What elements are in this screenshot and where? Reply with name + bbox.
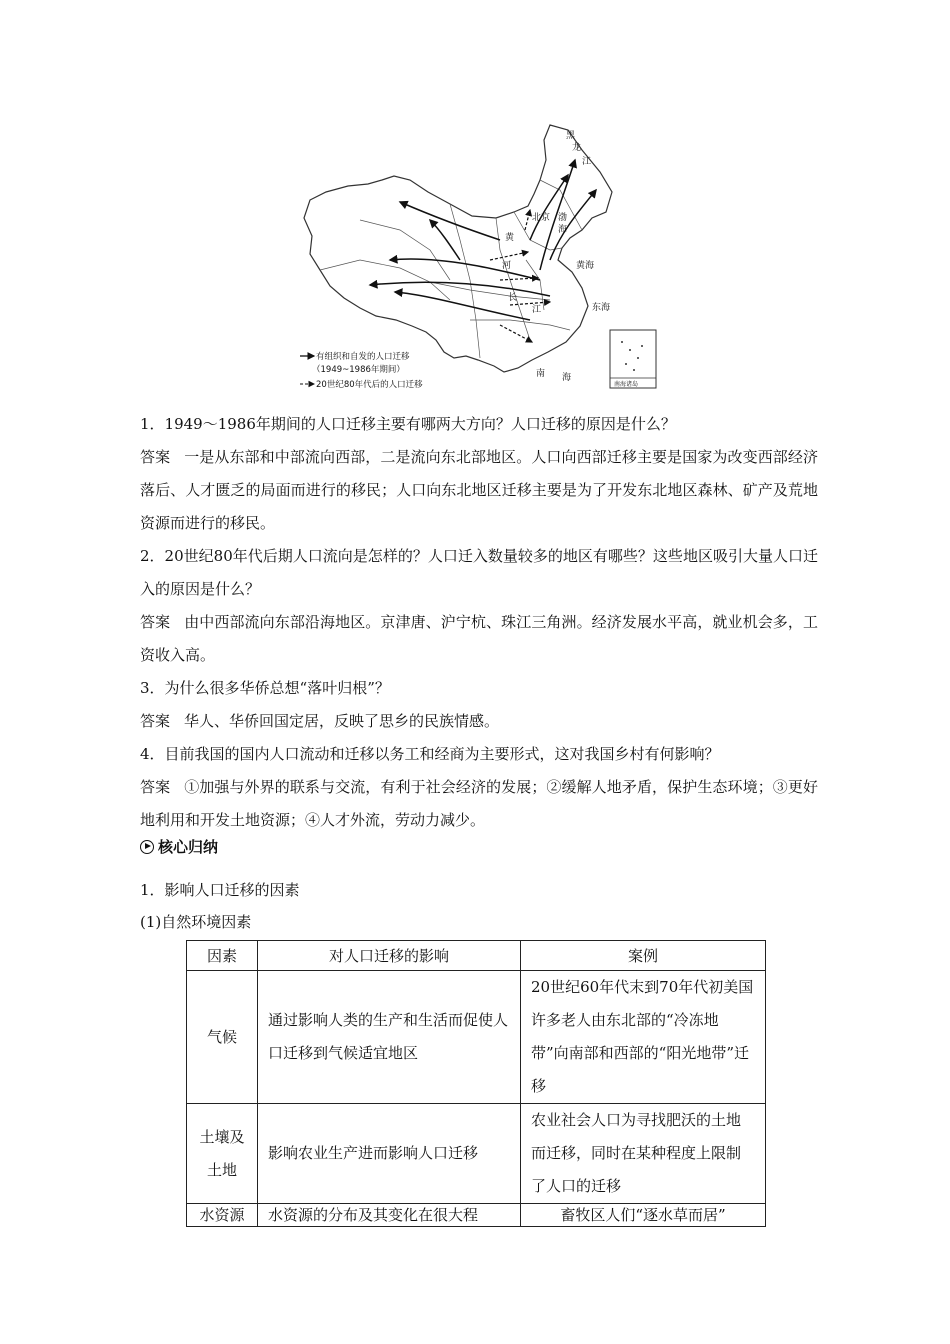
label-changjiang-2: 江 [532, 305, 542, 315]
answer-label: 答案 [140, 448, 171, 466]
answer-1 [140, 441, 818, 540]
subheading-1: 1．影响人口迁移的因素 [140, 881, 300, 899]
table-row [187, 1104, 766, 1204]
table-header: 因素 [187, 941, 258, 971]
question-4: 4．目前我国的国内人口流动和迁移以务工和经商为主要形式，这对我国乡村有何影响？ [140, 745, 720, 763]
table-cell-effect: 影响农业生产进而影响人口迁移 [258, 1104, 521, 1204]
table-cell-effect: 通过影响人类的生产和生活而促使人口迁移到气候适宜地区 [258, 971, 521, 1104]
answer-label: 答案 [140, 712, 171, 730]
play-circle-icon [140, 840, 154, 854]
china-outline [304, 125, 612, 372]
label-changjiang-1: 长 [508, 293, 518, 303]
arrow-dashed [500, 325, 532, 342]
answer-3 [140, 705, 818, 738]
answer-text: 由中西部流向东部沿海地区。京津唐、沪宁杭、珠江三角洲。经济发展水平高，就业机会多，工资收入高。 [140, 613, 818, 664]
label-heilongjiang-2: 龙 [572, 143, 582, 153]
answer-label: 答案 [140, 613, 171, 631]
arrow-solid [370, 282, 550, 296]
arrow-solid [390, 259, 540, 280]
legend-dashed: 20世纪80年代后的人口迁移 [316, 380, 423, 390]
table-header-row [187, 941, 766, 971]
label-heilongjiang-1: 黑 [566, 131, 576, 141]
subheading-2: (1)自然环境因素 [140, 913, 252, 931]
arrow-solid [550, 190, 596, 260]
table-header: 案例 [521, 941, 766, 971]
section-heading [140, 836, 218, 857]
answer-text: ①加强与外界的联系与交流，有利于社会经济的发展；②缓解人地矛盾，保护生态环境；③更好地利用和开发土地资源；④人才外流，劳动力减少。 [140, 778, 818, 829]
table-cell-factor: 土壤及土地 [187, 1104, 258, 1204]
arrow-solid [430, 220, 460, 260]
migration-map [300, 120, 662, 402]
answer-text: 华人、华侨回国定居，反映了思乡的民族情感。 [184, 712, 500, 730]
label-heilongjiang-3: 江 [582, 157, 592, 167]
label-yellow-sea: 黄海 [576, 261, 595, 271]
qa-block [140, 408, 818, 837]
table-cell-factor: 气候 [187, 971, 258, 1104]
nanhai-inset [610, 330, 656, 388]
label-nanhai-2: 海 [562, 373, 572, 383]
label-huanghe-2: 河 [502, 261, 512, 271]
label-beijing: 北京 [532, 213, 551, 223]
answer-text: 一是从东部和中部流向西部，二是流向东北部地区。人口向西部迁移主要是国家为改变西部经济落后、人才匮乏的局面而进行的移民；人口向东北地区迁移主要是为了开发东北地区森林、矿产及荒地资源而进行的移民。 [140, 448, 818, 532]
legend-solid-sub: （1949~1986年期间） [312, 365, 405, 375]
table-cell-example: 畜牧区人们“逐水草而居” [521, 1204, 766, 1227]
label-bohai-2: 海 [558, 225, 568, 235]
answer-4 [140, 771, 818, 837]
table-cell-example: 20世纪60年代末到70年代初美国许多老人由东北部的“冷冻地带”向南部和西部的“阳光地带”迁移 [521, 971, 766, 1104]
label-nanhai-islands: 南海诸岛 [614, 381, 639, 388]
question-2: 2．20世纪80年代后期人口流向是怎样的？人口迁入数量较多的地区有哪些？这些地区吸引大量人口迁入的原因是什么？ [140, 547, 818, 598]
answer-2 [140, 606, 818, 672]
table-row [187, 971, 766, 1104]
table-cell-example: 农业社会人口为寻找肥沃的土地而迁移，同时在某种程度上限制了人口的迁移 [521, 1104, 766, 1204]
label-nanhai-1: 南 [536, 369, 546, 379]
table-cell-factor: 水资源 [187, 1204, 258, 1227]
label-bohai-1: 渤 [558, 213, 568, 223]
arrow-dashed [525, 210, 530, 230]
table-header: 对人口迁移的影响 [258, 941, 521, 971]
factors-table [186, 940, 766, 1227]
arrow-solid [400, 202, 500, 240]
section-title: 核心归纳 [158, 838, 219, 856]
table-cell-effect: 水资源的分布及其变化在很大程 [258, 1204, 521, 1227]
label-huanghe-1: 黄 [505, 233, 515, 243]
answer-label: 答案 [140, 778, 171, 796]
table-row [187, 1204, 766, 1227]
legend-solid: 有组织和自发的人口迁移 [316, 352, 410, 362]
label-east-sea: 东海 [592, 303, 611, 313]
arrow-dashed [490, 252, 528, 260]
arrow-dashed [500, 278, 538, 280]
question-1: 1．1949～1986年期间的人口迁移主要有哪两大方向？人口迁移的原因是什么？ [140, 415, 676, 433]
question-3: 3．为什么很多华侨总想“落叶归根”？ [140, 679, 390, 697]
